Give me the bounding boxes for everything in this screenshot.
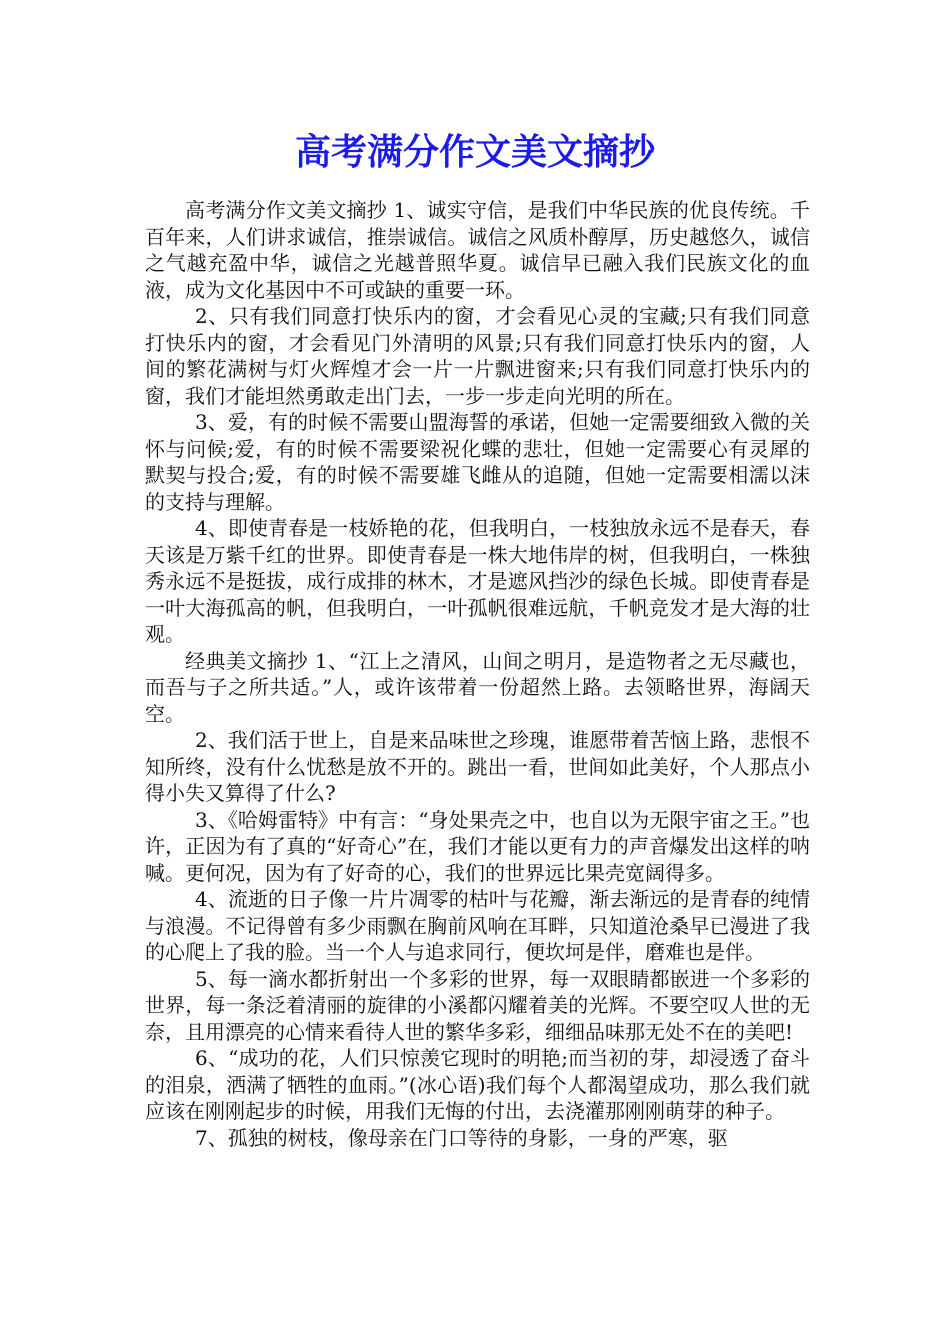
paragraph-intro: 高考满分作文美文摘抄 1、诚实守信，是我们中华民族的优良传统。千百年来，人们讲求诚信，推崇诚信。诚信之风质朴醇厚，历史越悠久，诚信之气越充盈中华，诚信之光越普照华夏。诚信早已融入我们民族文化的血液，成为文化基因中不可或缺的重要一环。 bbox=[145, 198, 810, 302]
paragraph-classic-7: 7、孤独的树枝，像母亲在门口等待的身影，一身的严寒，驱 bbox=[195, 1125, 728, 1150]
paragraph-classic-5: 5、每一滴水都折射出一个多彩的世界，每一双眼睛都嵌进一个多彩的世界，每一条泛着清丽的旋律的小溪都闪耀着美的光辉。不要空叹人世的无奈，且用漂亮的心情来看待人世的繁华多彩，细细品味那无处不在的美吧! bbox=[145, 966, 810, 1044]
paragraph-classic-2: 2、我们活于世上，自是来品味世之珍瑰，谁愿带着苦恼上路，悲恨不知所终，没有什么忧愁是放不开的。跳出一看，世间如此美好，个人那点小得小失又算得了什么? bbox=[145, 728, 810, 805]
page-title: 高考满分作文美文摘抄 bbox=[294, 131, 655, 173]
paragraph-3: 3、爱，有的时候不需要山盟海誓的承诺，但她一定需要细致入微的关怀与问候;爱，有的时候不需要梁祝化蝶的悲壮，但她一定需要心有灵犀的默契与投合;爱，有的时候不需要雄飞雌从的追随，但她一定需要相濡以沫的支持与理解。 bbox=[145, 410, 810, 514]
paragraph-classic-intro: 经典美文摘抄 1、“江上之清风，山间之明月，是造物者之无尽藏也，而吾与子之所共适。”人，或许该带着一份超然上路。去领略世界，海阔天空。 bbox=[145, 648, 810, 726]
article-body bbox=[145, 197, 810, 1151]
paragraph-classic-6: 6、“成功的花，人们只惊羡它现时的明艳;而当初的芽，却浸透了奋斗的泪泉，洒满了牺牲的血雨。”(冰心语)我们每个人都渴望成功，那么我们就应该在刚刚起步的时候，用我们无悔的付出，去浇灌那刚刚萌芽的种子。 bbox=[145, 1046, 810, 1123]
paragraph-2: 2、只有我们同意打快乐内的窗，才会看见心灵的宝藏;只有我们同意打快乐内的窗，才会看见门外清明的风景;只有我们同意打快乐内的窗，人间的繁花满树与灯火辉煌才会一片一片飘进窗来;只有我们同意打快乐内的窗，我们才能坦然勇敢走出门去，一步一步走向光明的所在。 bbox=[145, 304, 810, 408]
paragraph-classic-3: 3、《哈姆雷特》中有言：“身处果壳之中，也自以为无限宇宙之王。”也许，正因为有了真的“好奇心”在，我们才能以更有力的声音爆发出这样的呐喊。更何况，因为有了好奇的心，我们的世界远比果壳宽阔得多。 bbox=[145, 807, 810, 885]
paragraph-classic-4: 4、流逝的日子像一片片凋零的枯叶与花瓣，渐去渐远的是青春的纯情与浪漫。不记得曾有多少雨飘在胸前风响在耳畔，只知道沧桑早已漫进了我的心爬上了我的脸。当一个人与追求同行，便坎坷是伴，磨难也是伴。 bbox=[145, 887, 810, 964]
paragraph-4: 4、即使青春是一枝娇艳的花，但我明白，一枝独放永远不是春天，春天该是万紫千红的世界。即使青春是一株大地伟岸的树，但我明白，一株独秀永远不是挺拔，成行成排的林木，才是遮风挡沙的绿色长城。即使青春是一叶大海孤高的帆，但我明白，一叶孤帆很难远航，千帆竞发才是大海的壮观。 bbox=[145, 516, 810, 646]
